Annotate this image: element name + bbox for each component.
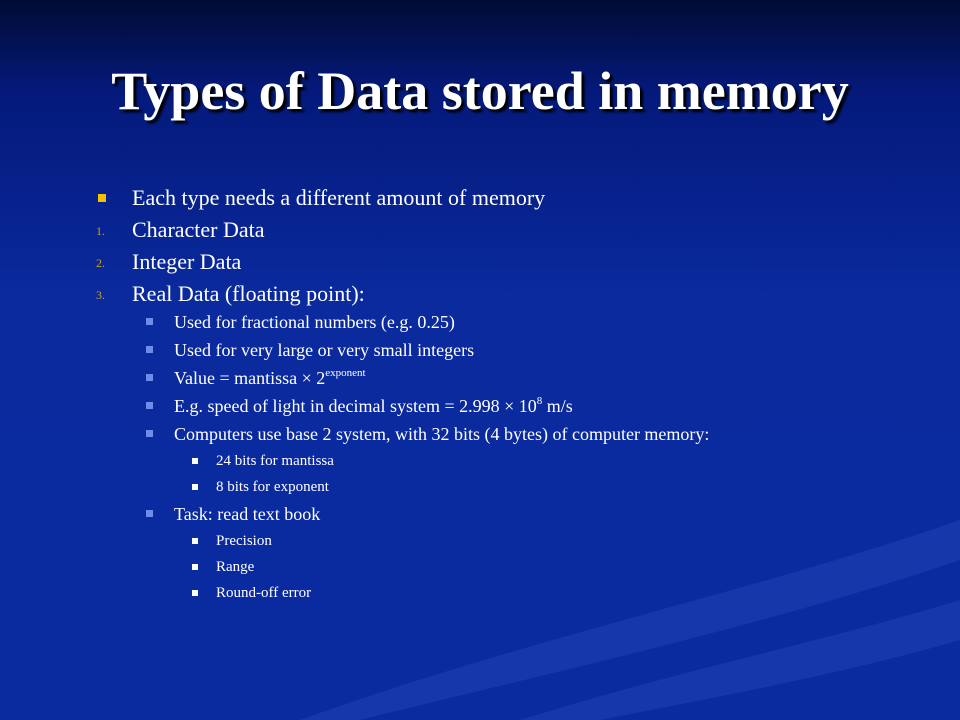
square-bullet-icon [98, 194, 106, 202]
slide-title: Types of Data stored in memory [111, 61, 849, 121]
list-number: 2. [96, 256, 105, 270]
bullet-memory-amount [96, 184, 916, 212]
formula-text: Value = mantissa × 2 [174, 368, 326, 388]
sub-sub-bullet-round-off [96, 584, 916, 602]
sub-bullet-large-small [96, 340, 916, 360]
list-item-character-data [96, 216, 916, 244]
sub-bullet-value-formula [96, 368, 916, 388]
list-number: 3. [96, 288, 105, 302]
sub-sub-bullet-precision [96, 532, 916, 550]
list-item-text: Character Data [132, 217, 265, 242]
list-item-real-data [96, 280, 916, 308]
sub-bullet-text: Task: read text book [174, 504, 321, 524]
square-bullet-icon [146, 318, 153, 325]
sub-sub-bullet-mantissa [96, 452, 916, 470]
list-item-integer-data [96, 248, 916, 276]
square-bullet-icon [146, 374, 153, 381]
sub-bullet-fractional [96, 312, 916, 332]
square-bullet-icon [146, 346, 153, 353]
sub-sub-bullet-range [96, 558, 916, 576]
sub-sub-bullet-text: 24 bits for mantissa [216, 453, 334, 469]
sub-bullet-speed-of-light [96, 396, 916, 416]
sub-sub-bullet-text: Range [216, 559, 255, 575]
square-bullet-icon [192, 484, 198, 490]
sub-bullet-text: Used for very large or very small integers [174, 340, 475, 360]
square-bullet-icon [146, 402, 153, 409]
exponent-superscript: exponent [325, 367, 366, 379]
sub-sub-bullet-exponent [96, 478, 916, 496]
square-bullet-icon [192, 590, 198, 596]
square-bullet-icon [146, 430, 153, 437]
example-text: E.g. speed of light in decimal system = 2.998 × 10 [174, 396, 537, 416]
sub-bullet-base-2 [96, 424, 916, 444]
power-superscript: 8 [536, 395, 543, 407]
list-item-text: Integer Data [132, 249, 242, 274]
sub-bullet-text: Used for fractional numbers (e.g. 0.25) [174, 312, 455, 332]
slide-content [96, 184, 916, 610]
square-bullet-icon [192, 458, 198, 464]
sub-sub-bullet-text: Precision [216, 533, 272, 549]
sub-sub-bullet-text: 8 bits for exponent [216, 479, 329, 495]
list-item-text: Real Data (floating point): [132, 281, 365, 306]
list-number: 1. [96, 224, 105, 238]
sub-bullet-task [96, 504, 916, 524]
bullet-text: Each type needs a different amount of memory [132, 185, 546, 210]
unit-text: m/s [542, 396, 573, 416]
sub-bullet-text: Computers use base 2 system, with 32 bits (4 bytes) of computer memory: [174, 424, 710, 444]
square-bullet-icon [192, 538, 198, 544]
square-bullet-icon [146, 510, 153, 517]
sub-sub-bullet-text: Round-off error [216, 585, 312, 601]
square-bullet-icon [192, 564, 198, 570]
